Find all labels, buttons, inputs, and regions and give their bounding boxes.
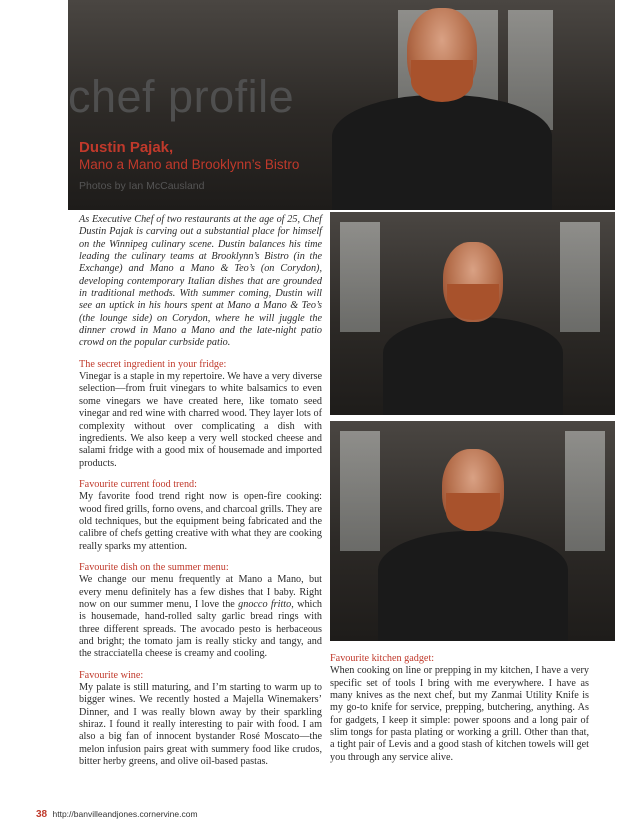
answer-food-trend: My favorite food trend right now is open-fire cooking: wood fired grills, forno ovens, and charcoal grills. They are old techniques, but the equipment being fabricated and the calibre of chefs getting creative with what they are cooking really sparks my attention. [79,491,322,552]
answer-summer-dish [79,574,322,660]
intro-paragraph: As Executive Chef of two restaurants at the age of 25, Chef Dustin Pajak is carving out a substantial place for himself on the Winnipeg culinary scene. Dustin balances his time leading the culinary teams at Brooklynn’s Bistro (in the Exchange) and Mano a Mano & Teo’s (on Corydon), developing contemporary Italian dishes that are grounded in traditional methods. With summer coming, Dustin will see an uptick in his hours spent at Mano a Mano & Teo’s (the lounge side) on Corydon, where he will juggle the dinner crowd in Mano a Mano and the late-night patio crowd on the popular curbside patio. [79,214,322,349]
restaurant-names: Mano a Mano and Brooklynn’s Bistro [79,157,300,172]
page-number: 38 [36,809,48,820]
question-kitchen-gadget: Favourite kitchen gadget: [330,653,435,664]
question-wine: Favourite wine: [79,669,144,681]
article-title: chef profile [68,71,295,122]
question-summer-dish: Favourite dish on the summer menu: [79,561,229,573]
footer-url[interactable]: http://banvilleandjones.cornervine.com [52,809,198,819]
chef-name: Dustin Pajak, [79,139,174,156]
article-right-column [330,653,589,773]
question-secret-ingredient: The secret ingredient in your fridge: [79,358,227,370]
photo-credit: Photos by Ian McCausland [79,180,205,192]
answer-summer-dish-pre: We change our menu frequently at Mano a Mano, but every menu definitely has a few dishes that I baby. Right now on our summer menu, I love the [79,574,322,610]
article-left-column [79,214,322,777]
answer-secret-ingredient: Vinegar is a staple in my repertoire. We have a very diverse selection—from fruit vinegars to white balsamics to even some vinegars we have created here, like tomato seed vinegar and red wine with charred wood. They layer lots of complexity without over complicating a dish with ingredients. We also keep a very well stocked cheese and salami fridge with a good mix of housemade and imported products. [79,371,322,469]
page-footer [36,809,198,820]
answer-kitchen-gadget: When cooking on line or prepping in my kitchen, I have a very specific set of tools I bring with me everywhere. I have as many knives as the next chef, but my Zanmai Utility Knife is my go-to knife for service, prepping, butchering, anything. As for gadgets, I keep it simple: power spoons and a long pair of slim tongs for pasta plating or working a grill. Other than that, a tight pair of Levis and a good stash of kitchen towels will get you through any service alive. [330,665,589,763]
chef-photo-middle [330,212,615,415]
answer-summer-dish-post: , which is housemade, hand-rolled salty garlic bread rings with three different spreads. The avocado pesto is herbaceous and bright; the tomato jam is really sticky and tangy, and the stracciatella cheese is creamy and cooling. [79,598,322,660]
dish-name: gnocco fritto [238,598,292,610]
chef-photo-bottom [330,421,615,641]
question-food-trend: Favourite current food trend: [79,478,197,490]
answer-wine: My palate is still maturing, and I’m starting to warm up to bigger wines. We recently hosted a Majella Winemakers’ Dinner, and I was really blown away by their sparkling shiraz. I found it really interesting to pair with food. I am also a big fan of innocent bystander Rosé Moscato—the melon infusion pairs great with summery food like crudos, bitter herby greens, and olive oil-based pastas. [79,682,322,768]
